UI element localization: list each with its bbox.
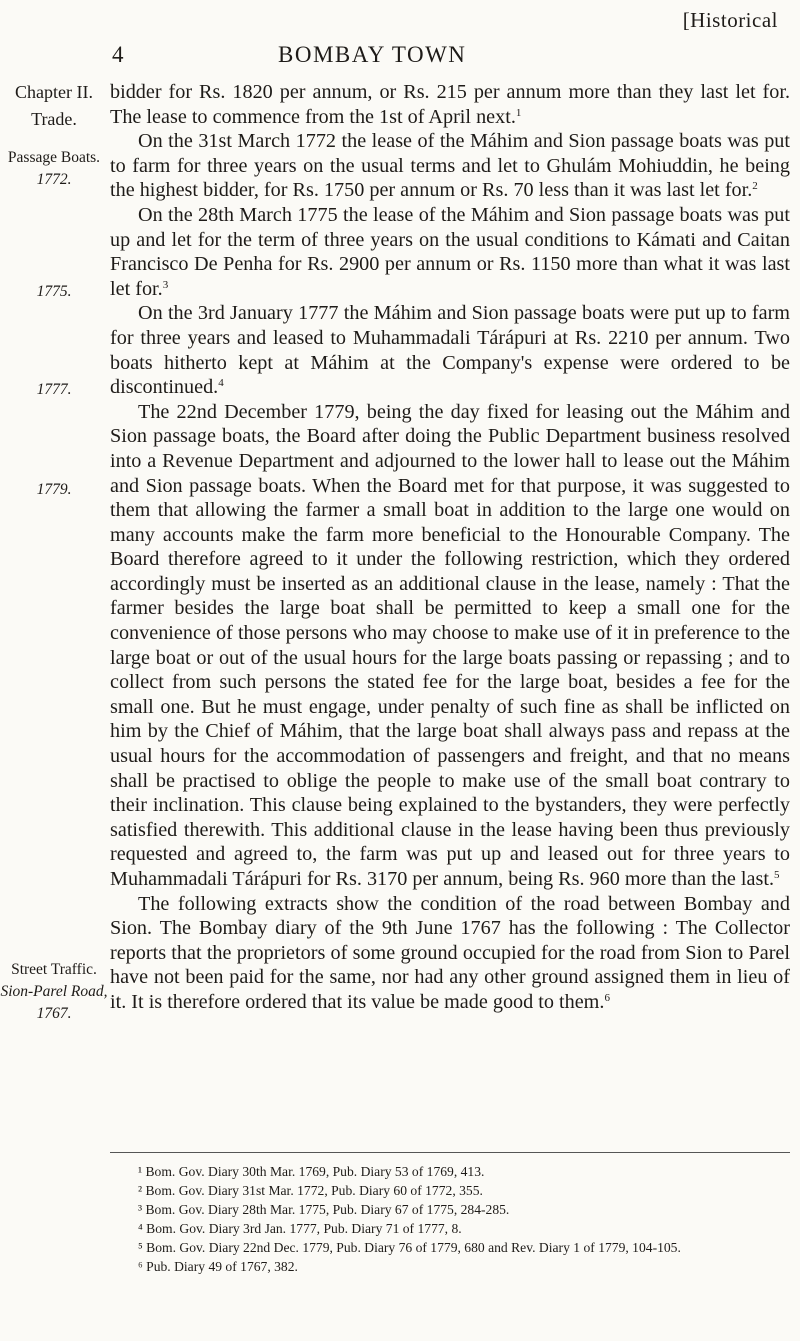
margin-year-1767: 1767. [36,1005,72,1022]
paragraph [110,400,790,892]
paragraph [110,203,790,301]
footnote-ref: 5 [774,869,780,881]
footnote-ref: 1 [515,106,522,119]
footnote: ⁴ Bom. Gov. Diary 3rd Jan. 1777, Pub. Diary 71 of 1777, 8. [138,1221,462,1236]
margin-subject: Trade. [31,109,77,129]
paragraph-text: The 22nd December 1779, being the day fixed for leasing out the Máhim and Sion passage boats, the Board after doing the Public Department business resolved into a Revenue Department and adjourned to the lower hall to lease out the Máhim and Sion passage boats. When the Board met for that purpose, it was suggested to them that allowing the farmer a small boat in addition to the large one would on many accounts make the farm more beneficial to the Honourable Company. The Board therefore agreed to it under the following restriction, which they ordered accordingly must be inserted as an additional clause in the lease, namely : That the farmer besides the large boat shall be permitted to keep a small one for the convenience of those persons who may choose to make use of it in preference to the large boat or out of the usual hours for the large boats passing or repassing ; and to collect from such persons the stated fee for the large boat, besides a fee for the small one. But he must engage, under penalty of such fine as shall be inflicted on him by the Chief of Máhim, that the large boat shall always pass and repass at the usual hours for the accommodation of passengers and freight, and that no means shall be practised to oblige the people to make use of the small boat contrary to their inclination. This clause being explained to the bystanders, they were perfectly satisfied therewith. This additional clause in the lease having been thus previously requested and agreed to, the farm was put up and leased out for three years to Muhammadali Tárápuri for Rs. 3170 per annum, being Rs. 960 more than the last. [110,400,790,890]
margin-street-traffic: Street Traffic. [11,961,97,978]
footnote: ⁵ Bom. Gov. Diary 22nd Dec. 1779, Pub. Diary 76 of 1779, 680 and Rev. Diary 1 of 1779, 104-105. [138,1240,681,1255]
footnote: ² Bom. Gov. Diary 31st Mar. 1772, Pub. Diary 60 of 1772, 355. [138,1183,483,1198]
paragraph [110,892,790,1015]
paragraph-text: On the 3rd January 1777 the Máhim and Sion passage boats were put up to farm for three years and leased to Muhammadali Tárápuri at Rs. 2210 per annum. Two boats hitherto kept at Máhim at the Company's expense were ordered to be discontinued. [110,302,790,399]
body-text [110,80,790,1015]
paragraph-text: The following extracts show the condition of the road between Bombay and Sion. The Bombay diary of the 9th June 1767 has the following : The Collector reports that the proprietors of some ground occupied for the road from Sion to Parel have not been paid for the same, nor had any other ground assigned them in lieu of it. It is therefore ordered that its value be made good to them. [110,892,790,1013]
footnote: ⁶ Pub. Diary 49 of 1767, 382. [138,1259,298,1274]
margin-year-1775: 1775. [36,283,72,300]
margin-year-1777: 1777. [36,381,72,398]
margin-road: Sion-Parel Road, [0,983,108,1000]
paragraph-text: On the 28th March 1775 the lease of the Máhim and Sion passage boats was put up and let for the term of three years on the usual conditions to Kámati and Caitan Francisco De Penha for Rs. 2900 per annum or Rs. 1150 more than what it was last let for. [110,203,790,300]
margin-year-1772: 1772. [36,171,72,188]
footnote-ref: 3 [162,278,169,291]
paragraph [110,129,790,203]
section-header: [Historical [682,8,778,32]
footnote-ref: 4 [218,377,224,390]
footnote: ³ Bom. Gov. Diary 28th Mar. 1775, Pub. Diary 67 of 1775, 284-285. [138,1202,510,1217]
footnotes [110,1162,790,1276]
footnote: ¹ Bom. Gov. Diary 30th Mar. 1769, Pub. Diary 53 of 1769, 413. [138,1164,485,1179]
paragraph [110,80,790,129]
margin-chapter: Chapter II. [15,82,93,102]
footnote-ref: 2 [752,180,758,193]
page-number: 4 [112,42,125,67]
paragraph-text: bidder for Rs. 1820 per annum, or Rs. 215 per annum more than they last let for. The lease to commence from the 1st of April next. [110,81,790,128]
margin-year-1779: 1779. [36,481,72,498]
footnote-divider [110,1152,790,1153]
running-title: BOMBAY TOWN [278,42,467,67]
paragraph-text: On the 31st March 1772 the lease of the Máhim and Sion passage boats was put to farm for three years on the usual terms and let to Ghulám Mohiuddin, he being the highest bidder, for Rs. 1750 per annum or Rs. 70 less than it was last let for. [110,130,790,202]
footnote-ref: 6 [604,991,610,1004]
margin-passage-boats: Passage Boats. [7,149,101,166]
paragraph [110,301,790,399]
